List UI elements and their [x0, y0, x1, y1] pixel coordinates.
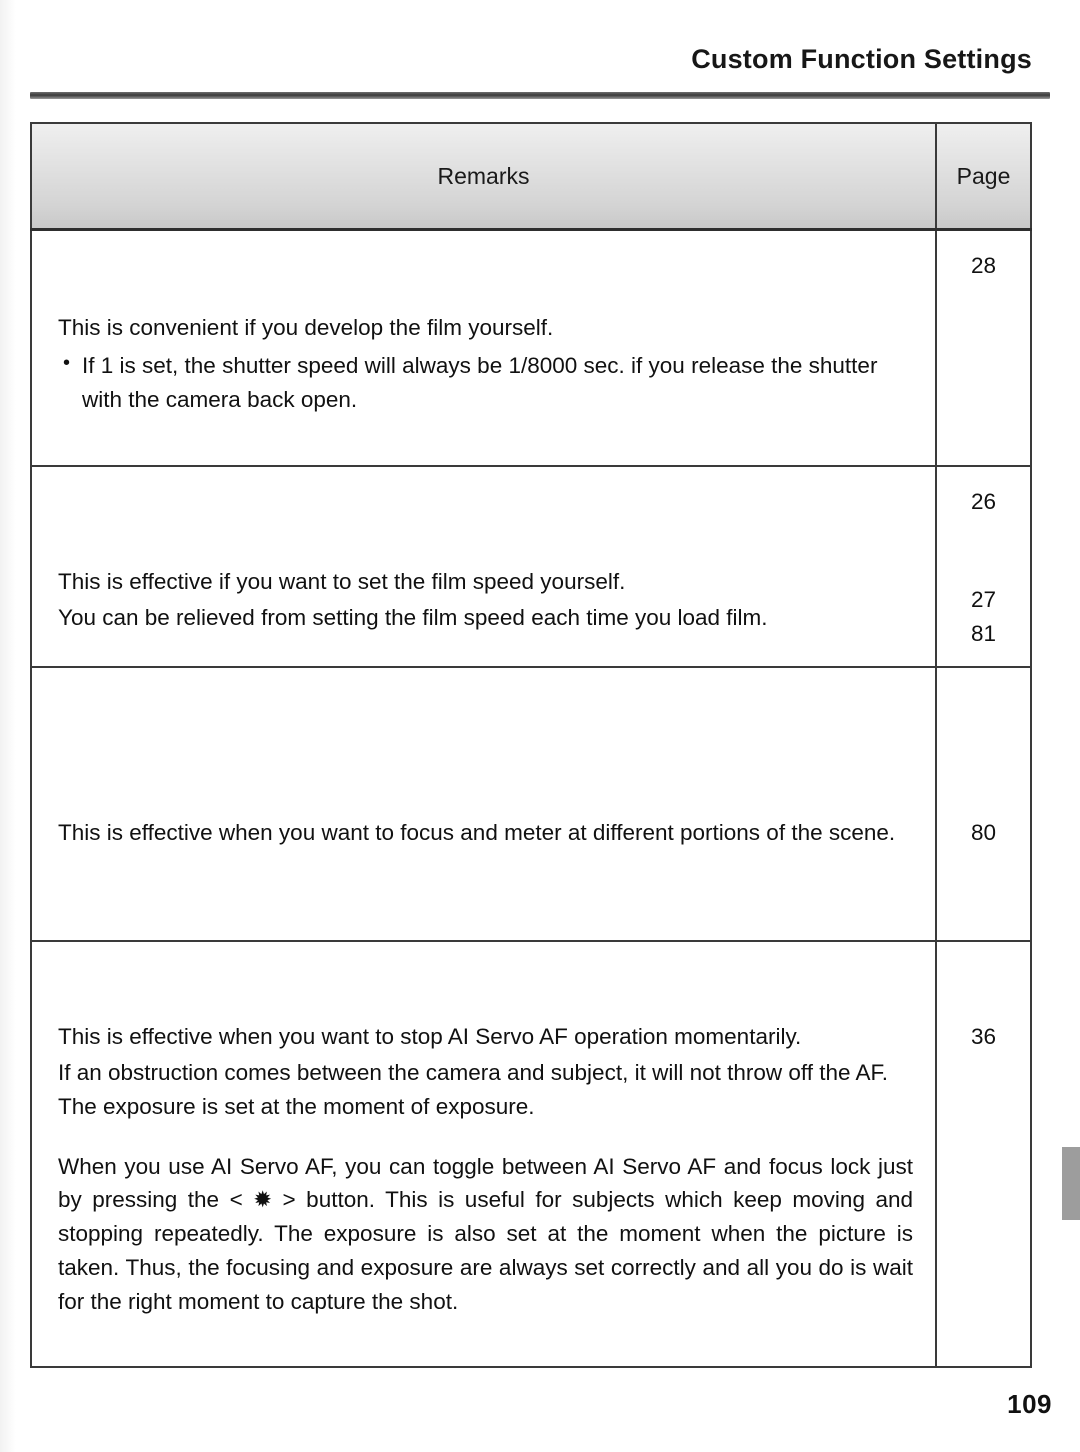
remarks-cell — [31, 466, 936, 667]
remarks-paragraph: You can be relieved from setting the film speed each time you load film. — [58, 604, 768, 630]
remarks-cell — [31, 667, 936, 941]
table-row — [31, 230, 1031, 467]
scan-edge — [0, 0, 16, 1452]
header-cell-page — [936, 123, 1031, 230]
table-header-row — [31, 123, 1031, 230]
remarks-paragraph: This is effective when you want to focus and meter at different portions of the scene. — [58, 820, 896, 846]
remarks-spacer — [58, 960, 913, 1020]
remarks-bullet-list — [58, 349, 913, 417]
page-number: 28 — [970, 253, 997, 278]
header-page-label: Page — [956, 162, 1011, 189]
header-remarks-label: Remarks — [437, 162, 530, 189]
thumb-index-tab — [1062, 1147, 1080, 1220]
header-cell-remarks — [31, 123, 936, 230]
remarks-paragraph: This is convenient if you develop the film yourself. — [58, 315, 554, 340]
page-number: 27 — [970, 586, 997, 612]
page-number: 80 — [970, 820, 997, 846]
page-cell — [936, 941, 1031, 1367]
table-row — [31, 667, 1031, 941]
remarks-spacer — [58, 249, 913, 311]
table-row — [31, 466, 1031, 667]
page-number: 26 — [970, 489, 997, 514]
page-cell — [936, 466, 1031, 667]
remarks-paragraph: This is effective if you want to set the film speed yourself. — [58, 569, 626, 594]
header-divider — [30, 92, 1050, 99]
remarks-paragraph: When you use AI Servo AF, you can toggle between AI Servo AF and focus lock just by pressing the < ✹ > button. This is useful for subjects which keep moving and stopping repeatedly. The exposure is also set at the moment when the picture is taken. Thus, the focusing and exposure are always set correctly and all you do is wait for the right moment to capture the shot. — [58, 1153, 913, 1314]
page-number: 36 — [970, 1024, 997, 1050]
remarks-paragraph: This is effective when you want to stop AI Servo AF operation momentarily. — [58, 1024, 802, 1050]
remarks-cell — [31, 941, 936, 1367]
folio-page-number: 109 — [1007, 1389, 1052, 1419]
page-title: Custom Function Settings — [691, 44, 1032, 74]
page-cell — [936, 667, 1031, 941]
table-row — [31, 941, 1031, 1367]
custom-function-table — [30, 122, 1030, 1368]
remarks-table — [30, 122, 1032, 1368]
page-number: 81 — [970, 620, 997, 646]
page-cell — [936, 230, 1031, 467]
remarks-spacer — [58, 485, 913, 565]
remarks-cell — [31, 230, 936, 467]
list-item: • If 1 is set, the shutter speed will always be 1/8000 sec. if you release the shutter with the camera back open. — [58, 349, 913, 417]
remarks-paragraph: If an obstruction comes between the camera and subject, it will not throw off the AF. The exposure is set at the moment of exposure. — [58, 1060, 889, 1119]
remarks-spacer — [58, 686, 913, 816]
